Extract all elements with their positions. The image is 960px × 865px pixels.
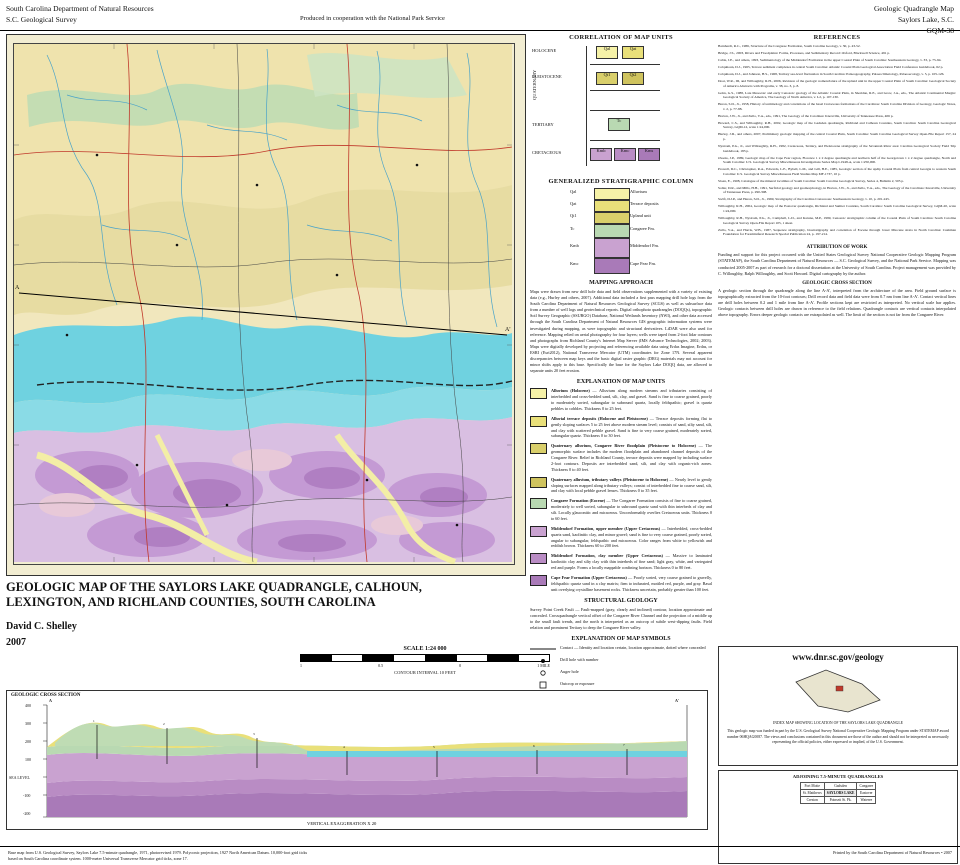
svg-text:200: 200	[25, 739, 31, 744]
unit-desc-kms: Poorly sorted, very coarse grained to gravelly, feldspathic quartz sand in a clay matrix; firm to indurated, mottled red, purple, and gray. Basal unit overlying crystalline basement rocks. Thickness uncertain, probably greater than 100 feet.	[551, 574, 712, 592]
svg-text:1: 1	[93, 719, 95, 723]
svg-text:A: A	[15, 285, 20, 291]
col-label-2: Upland unit	[630, 213, 651, 218]
symbol-item	[530, 669, 712, 677]
unit-name-kmc: Middendorf Formation, clay member (Upper Cretaceous)	[551, 553, 663, 559]
unit-desc-qal: Alluvium along modern streams and tributaries consisting of interbedded and cross-bedded sand, silt, clay, and gravel. Sand is fine to coarse grained, poorly to moderately sorted, subangular to subround quartz, locally feldspathic; gravel is quartz pebbles to cobbles. Thickness 0 to 25 feet.	[551, 388, 712, 411]
reference-entry: Cable, J.E., and others, 1993, Sedimentology of the Middendorf Formation in the upper Coastal Plain of South Carolina: Southeastern Geology, v. 33, p. 75-94.	[718, 58, 942, 62]
series-block	[874, 3, 954, 36]
reference-entry: Zullo, V.A., and Harris, W.B., 1987, Sequence stratigraphy, biostratigraphy and correlation of Eocene through lower Miocene strata in North Carolina: Cushman Foundation for Foraminiferal Research Special Publication 24, p. 197-214.	[718, 227, 956, 237]
explanation-item: Congaree Formation (Eocene) — The Congaree Formation consists of fine to coarse grained, moderately to well sorted, subangular to subround quartz sand with thin interbeds of clay and silt. Locally glauconitic and micaceous. Unconformably overlies Cretaceous units. Thickness 0 to 60 feet.	[530, 498, 712, 522]
base-map-credit: Base map from U.S. Geological Survey, Saylors Lake 7.5-minute quadrangle, 1971, photorevised 1979. Polyconic projection, 1927 North American Datum. 10,000-foot grid ticks based on South Carolina coordinate system. 1000-meter Universal Transverse Mercator grid ticks, zone 17.	[8, 850, 308, 861]
series-line-1: Geologic Quadrangle Map	[874, 4, 954, 13]
series-line-3: GQM-38	[926, 26, 954, 35]
quad-cell: Gadsden	[824, 783, 857, 790]
corr-unit-qt2: Qt2	[622, 72, 644, 85]
reference-entry: Prowell, D.C., Christopher, R.A., Edwards, L.E., Bybell, L.M., and Gill, H.E., 1985, Geologic section of the updip Coastal Plain from central Georgia to western South Carolina: U.S. Geological Survey Miscellaneous Field Studies Map MF-1737, 10 p.	[718, 167, 956, 176]
printer-credit: Printed by the South Carolina Department of Natural Resources • 2007	[833, 850, 952, 855]
unit-swatch-qt1	[530, 443, 547, 454]
svg-text:SEA LEVEL: SEA LEVEL	[9, 775, 30, 780]
sheet-header	[0, 0, 960, 35]
attribution-heading: ATTRIBUTION OF WORK	[806, 245, 868, 251]
corr-age-quaternary: QUATERNARY	[532, 69, 537, 100]
col-code-3: Tc	[570, 226, 575, 231]
svg-text:3: 3	[253, 732, 255, 736]
mapping-approach-text: Maps were drawn from new drill hole data and field observations supplemented with a variety of existing data (e.g., Hurley and others, 2007). Additional data included a first pass mapping drill hole logs from the South Carolina Department of Natural Resources Geological Survey (SCGS) as well as subsurface data from a number of well logs and geotechnical reports. Digital orthophoto quadrangles (DOQQs), topographic Soil Survey Geographic (SSURGO) Database, National Wetlands Inventory (NWI), and other data accessed through the South Carolina Department of Natural Resources GIS geographic information systems were investigated during mapping, as were topographic and structural derivatives. LiDAR were also used for reference. Mapping relied on aerial photography for four layers; wells were taped from 2-foot lidar contours and photographs from Richland County's Internet Map Server (IMS Advance Technologies, 2002; 2003). Maps were digitally developed by projecting and referencing available data using Erdas Imagine, Erdas, or ESRI (Esri2012), National Transverse Mercator (UTM) coordinates for Zone 17N. Several apparent discrepancies between map keys and the basic digital raster graphic (DRG) materials may not account for minor shifts apply to this base. Specifically the base for the Saylors Lake DOQQ data, are allowed to separate units 20 feet erosion.	[530, 289, 712, 374]
unit-swatch-kmc	[530, 553, 547, 564]
author-name: David C. Shelley	[6, 621, 77, 632]
explanation-item: Quaternary alluvium, tributary valleys (Pleistocene to Holocene) — Nearly level to gently sloping surfaces mapped along tributary valleys; consist of interbedded fine to coarse sand, silt, and clay with local pebble gravel lenses. Thickness 0 to 35 feet.	[530, 477, 712, 495]
sheet-footer	[0, 846, 960, 865]
symbol-item	[530, 657, 712, 665]
adjoining-quads-heading: ADJOINING 7.5-MINUTE QUADRANGLES	[792, 774, 884, 779]
agency-line-1: South Carolina Department of Natural Resources	[6, 4, 154, 13]
svg-text:2: 2	[163, 722, 165, 726]
cross-section-caption: GEOLOGIC CROSS SECTION	[11, 693, 81, 698]
column-heading: GENERALIZED STRATIGRAPHIC COLUMN	[548, 178, 694, 185]
reference-entry: Colquhoun, D.J., 1965, Terrace sediment complexes in central South Carolina: Atlantic Coastal Plain Geological Association Field Conference Guidebook, 62 p.	[718, 65, 944, 69]
quad-cell: Creston	[800, 797, 824, 804]
corr-age-holocene: HOLOCENE	[532, 48, 557, 53]
reference-entry: Willoughby, R.H., 2004, Geologic map of the Eastover quadrangle, Richland and Sumter Counties, South Carolina: South Carolina Geological Survey, GQM-20, scale 1:24,000.	[718, 204, 956, 214]
explanation-item: Middendorf Formation, clay member (Upper Cretaceous) — Massive to laminated kaolinitic clay and silty clay with thin interbeds of fine sand; light gray, white, and variegated red and purple. Forms a locally mappable confining horizon. Thickness 0 to 80 feet.	[530, 553, 712, 571]
svg-text:5: 5	[433, 745, 435, 749]
symbol-label-auger: Auger hole	[560, 668, 579, 674]
unit-desc-qt2: Nearly level to gently sloping surfaces mapped along tributary valleys; consist of interbedded fine to coarse sand, silt, and clay with local pebble gravel lenses. Thickness 0 to 35 feet.	[551, 476, 712, 494]
unit-name-tc: Congaree Formation (Eocene)	[551, 498, 606, 504]
svg-text:6: 6	[533, 744, 535, 748]
explanation-item: Cape Fear Formation (Upper Cretaceous) — Poorly sorted, very coarse grained to gravelly, feldspathic quartz sand in a clay matrix; firm to indurated, mottled red, purple, and gray. Basal unit overlying crystalline basement rocks. Thickness uncertain, probably greater than 100 feet.	[530, 575, 712, 593]
quad-cell: St. Matthews	[800, 790, 824, 797]
svg-text:100: 100	[25, 757, 31, 762]
table-row	[800, 790, 875, 797]
unit-name-qal: Alluvium (Holocene)	[551, 388, 590, 394]
agency-line-2: S.C. Geological Survey	[6, 15, 77, 24]
quad-cell: Congaree	[857, 783, 876, 790]
correlation-heading: CORRELATION OF MAP UNITS	[569, 34, 673, 41]
contour-interval-note: CONTOUR INTERVAL 10 FEET	[394, 670, 456, 675]
state-index-map	[792, 666, 884, 714]
unit-swatch-qt2	[530, 477, 547, 488]
quad-cell: Poinsett St. Pk.	[824, 797, 857, 804]
structural-geology-text: Survey Point Creek Fault — Fault-mapped (gray, clearly and inclined) contour, location approximate and concealed. Crossquadrangle vertical offset of the Congaree River Channel and the projection of a middle up to the small fault trends, and the north is interpreted as an outcrop of subtle west-dipping faults. Field relation and prominent Tertiary to deep the Congaree River valley.	[530, 606, 712, 630]
reference-entry: Doar, W.R., III, and Willoughby, R.H., 2006, Revision of the geologic nomenclature of the upland unit in the upper Coastal Plain of South Carolina: Geological Society of America Abstracts with Programs, v. 38, no. 3, p. 8.	[718, 79, 956, 88]
scale-bar	[300, 654, 550, 662]
agency-block	[6, 3, 154, 25]
unit-swatch-kms	[530, 575, 547, 586]
corr-unit-kms: Kms	[638, 148, 660, 161]
quad-cell: Wateree	[857, 797, 876, 804]
reference-entry: Heron, S.D., Jr., 1958, History of terminology and correlations of the basal Cretaceous formations of the Carolinas: South Carolina Division of Geology, Geologic Notes, v. 2, p. 77-88.	[718, 102, 956, 111]
table-row	[800, 797, 875, 804]
unit-name-kms: Cape Fear Formation (Upper Cretaceous)	[551, 574, 627, 580]
outcrop-icon	[530, 681, 556, 689]
explanation-item: Alluvium (Holocene) — Alluvium along modern streams and tributaries consisting of interbedded and cross-bedded sand, silt, clay, and gravel. Sand is fine to coarse grained, poorly to moderately sorted, subangular to subround quartz, locally feldspathic; gravel is quartz pebbles to cobbles. Thickness 0 to 25 feet.	[530, 388, 712, 412]
quad-cell: Eastover	[857, 790, 876, 797]
symbols-heading: EXPLANATION OF MAP SYMBOLS	[571, 635, 671, 642]
explanation-item: Alluvial terrace deposits (Holocene and Pleistocene) — Terrace deposits forming flat to gently sloping surfaces 5 to 25 feet above modern stream level; consists of sand, silty sand, silt, and clay with scattered pebble gravel. Sand is fine to very coarse grained, moderately sorted, subangular quartz. Thickness 0 to 30 feet.	[530, 416, 712, 440]
corr-age-pleistocene: PLEISTOCENE	[532, 74, 562, 79]
dnr-website-link[interactable]: www.dnr.sc.gov/geology	[792, 652, 884, 662]
reference-entry: Barnhardt, R.C., 1986, Structure of the Congaree Formation, South Carolina Geology, v. 30, p. 43-52.	[718, 44, 861, 48]
unit-desc-tc: The Congaree Formation consists of fine to coarse grained, moderately to well sorted, subangular to subround quartz sand with thin interbeds of clay and silt. Locally glauconitic and micaceous. Unconformably overlies Cretaceous units. Thickness 0 to 60 feet.	[551, 498, 712, 521]
reference-entry: Bridge, J.S., 2003, Rivers and Floodplains: Forms, Processes, and Sedimentary Record: Oxford, Blackwell Science, 491 p.	[718, 51, 890, 55]
unit-name-kmb: Middendorf Formation, upper member (Upper Cretaceous)	[551, 525, 660, 531]
symbol-item	[530, 645, 712, 653]
corr-age-tertiary: TERTIARY	[532, 122, 554, 127]
corr-age-cretaceous: CRETACEOUS	[532, 150, 562, 155]
reference-entry: Nystrom, P.G., Jr., and Willoughby, R.H., 1982, Cretaceous, Tertiary, and Pleistocene stratigraphy of the Savannah River area: Carolina Geological Society Field Trip Guidebook, 183 p.	[718, 144, 956, 153]
corr-unit-qat: Qat	[622, 46, 644, 59]
references-list	[718, 44, 956, 239]
series-line-2: Saylors Lake, S.C.	[897, 15, 954, 24]
symbol-item	[530, 681, 712, 689]
col-code-0: Qal	[570, 189, 577, 194]
quad-cell: Fort Motte	[800, 783, 824, 790]
explanation-list	[530, 388, 712, 592]
scale-bar-group	[300, 646, 550, 675]
unit-desc-qat: Terrace deposits forming flat to gently sloping surfaces 5 to 25 feet above modern stream level; consists of sand, silty sand, silt, and clay with scattered pebble gravel. Sand is fine to very coarse grained, moderately sorted, subangular quartz. Thickness 0 to 30 feet.	[551, 415, 712, 439]
reference-entry: Owens, J.P., 1989, Geologic map of the Cape Fear region, Florence 1 x 2 degree quadrangle and northern half of the Georgetown 1 x 2 degree quadrangle, North and South Carolina: U.S. Geological Survey Miscellaneous Investigations Series Map I-1948-A, scale 1:250,000.	[718, 155, 956, 165]
svg-text:-100: -100	[23, 793, 31, 798]
geologic-map-panel[interactable]	[6, 34, 526, 576]
reference-entry: Hurley, J.D., and others, 2007, Preliminary geologic mapping of the central Coastal Plain, South Carolina: South Carolina Geological Survey Open-File Report 157, 24 p.	[718, 132, 956, 142]
corr-unit-tc: Tc	[608, 118, 630, 131]
unit-name-qat: Alluvial terrace deposits (Holocene and Pleistocene)	[551, 415, 648, 421]
reference-entry: Colquhoun, D.J., and Johnson, H.S., 1968, Tertiary sea-level fluctuation in South Carolina: Palaeogeography, Palaeoclimatology, Palaeoecology, v. 5, p. 105-126.	[718, 72, 945, 76]
reference-entry: Willoughby, R.H., Nystrom, P.G., Jr., Campbell, L.D., and Katuna, M.P., 1999, Cenozoic stratigraphic column of the Coastal Plain of South Carolina: South Carolina Geological Survey Open-File Report 105, 1 sheet.	[718, 216, 956, 225]
reference-entry: Horton, J.W., Jr., and Zullo, V.A., eds., 1991, The Geology of the Carolinas: Knoxville, University of Tennessee Press, 406 p.	[718, 113, 894, 118]
col-label-4: Middendorf Fm.	[630, 243, 660, 248]
svg-text:A: A	[49, 698, 52, 703]
svg-text:7: 7	[623, 743, 625, 747]
corr-unit-qal: Qal	[596, 46, 618, 59]
reference-entry: Swift, D.J.P., and Heron, S.D., Jr., 1969, Stratigraphy of the Carolina Cretaceous: Southeastern Geology, v. 10, p. 201-245.	[718, 197, 890, 202]
unit-swatch-qat	[530, 416, 547, 427]
symbol-label-contact: Contact — Identity and location certain, location approximate, dotted where concealed	[560, 644, 706, 650]
scale-text: SCALE 1:24 000	[403, 646, 447, 652]
map-neatline	[13, 43, 515, 565]
corr-unit-kmc: Kmc	[614, 148, 636, 161]
unit-swatch-kmb	[530, 526, 547, 537]
scale-tick: 0.5	[378, 663, 384, 668]
svg-text:300: 300	[25, 721, 31, 726]
quad-cell-current: SAYLORS LAKE	[824, 790, 857, 797]
unit-desc-qt1: The geomorphic surface includes the modern floodplain and abandoned channel deposits of the Congaree River. Relief in Richland County, terrace deposits were mapped by including surface 2-foot contours. Deposits are interbedded sand, silt, and clay with organic-rich zones. Thickness 0 to 40 feet.	[551, 443, 712, 472]
explanation-heading: EXPLANATION OF MAP UNITS	[576, 379, 666, 386]
scale-tick: 1 MILE	[537, 663, 550, 668]
symbol-label-drillhole: Drill hole with number	[560, 656, 599, 662]
unit-swatch-qal	[530, 388, 547, 399]
explanation-item: Middendorf Formation, upper member (Upper Cretaceous) — Interbedded, cross-bedded quartz sand, kaolinitic clay, and minor gravel; sand is fine to very coarse grained, poorly sorted, angular to subangular, feldspathic and micaceous. Color ranges from white to yellowish and reddish brown. Thickness 60 to 200 feet.	[530, 526, 712, 550]
svg-text:-200: -200	[23, 811, 31, 816]
symbol-label-outcrop: Outcrop or exposure	[560, 680, 595, 686]
page-title: GEOLOGIC MAP OF THE SAYLORS LAKE QUADRANGLE, CALHOUN, LEXINGTON, AND RICHLAND COUNTIES, SOUTH CAROLINA	[6, 580, 422, 609]
unit-name-qt1: Quaternary alluvium, Congaree River floodplain (Pleistocene to Holocene)	[551, 443, 696, 449]
col-label-0: Alluvium	[630, 189, 647, 194]
stratigraphic-column	[530, 188, 712, 274]
scale-tick: 0	[459, 663, 462, 668]
table-row	[800, 783, 875, 790]
explanation-item: Quaternary alluvium, Congaree River floodplain (Pleistocene to Holocene) — The geomorphic surface includes the modern floodplain and abandoned channel deposits of the Congaree River. Relief in Richland County, terrace deposits were mapped by including surface 2-foot contours. Deposits are interbedded sand, silt, and clay with organic-rich zones. Thickness 0 to 40 feet.	[530, 443, 712, 472]
corr-unit-kmb: Kmb	[590, 148, 612, 161]
structural-geology-heading: STRUCTURAL GEOLOGY	[584, 597, 658, 604]
title-block	[6, 580, 426, 650]
unit-swatch-tc	[530, 498, 547, 509]
col-code-1: Qat	[570, 201, 577, 206]
cross-section-panel	[6, 690, 708, 830]
svg-text:A': A'	[675, 698, 679, 703]
col-label-5: Cape Fear Fm.	[630, 261, 656, 266]
unit-desc-kmc: Massive to laminated kaolinitic clay and silty clay with thin interbeds of fine sand; light gray, white, and variegated red and purple. Forms a locally mappable confining horizon. Thickness 0 to 80 feet.	[551, 553, 712, 571]
svg-text:A': A'	[505, 327, 511, 333]
reference-entry: Soller, D.R., and Mills, H.H., 1991, Surficial geology and geomorphology, in Horton, J.W., Jr., and Zullo, V.A., eds., The Geology of the Carolinas: Knoxville, University of Tennessee Press, p. 290-308.	[718, 185, 956, 195]
unit-desc-kmb: Interbedded, cross-bedded quartz sand, kaolinitic clay, and minor gravel; sand is fine to very coarse grained, poorly sorted, angular to subangular, feldspathic and micaceous. Color ranges from white to yellowish and reddish brown. Thickness 60 to 200 feet.	[551, 525, 712, 549]
unit-name-qt2: Quaternary alluvium, tributary valleys (Pleistocene to Holocene)	[551, 476, 669, 482]
cooperation-note: Produced in cooperation with the National Park Service	[300, 15, 445, 22]
svg-text:400: 400	[25, 703, 31, 708]
reference-entry: Sloan, E., 1908, Catalogue of the mineral localities of South Carolina: South Carolina Geological Survey, Series 4, Bulletin 2, 505 p.	[718, 178, 905, 183]
cross-section-note-text: A geologic section through the quadrangle along the line A-A', interpreted from the architecture of the area. Field ground surface is topographically extracted from the 10-foot contours; Drill record data and field data were from 0.7 nm from line A-A'. Contact vertical lines are drill holes between 0.2 and 1 mile from line A-A'. Profile sections kept are restricted as interpreted. No vertical scale bar applies. Geologic contacts between drill holes are drawn in reference to the field relations. Quadrangle contacts are vertical contacts interpolated above topography. Errors deeper geologic contacts are extrapolated as well. The limit of the section is not far from the Congaree River.	[718, 287, 956, 318]
references-heading: REFERENCES	[813, 34, 861, 41]
col-code-4: Kmb	[570, 243, 579, 248]
reference-entry: Gohn, G.S., 1988, Late Mesozoic and early Cenozoic geology of the Atlantic Coastal Plain, in Sheridan, R.E., and Grow, J.A., eds., The Atlantic Continental Margin: Geological Society of America, The Geology of North America, v. I-2, p. 107-130.	[718, 90, 956, 100]
cross-section-note-heading: GEOLOGIC CROSS SECTION	[802, 280, 872, 286]
col-code-2: Qt1	[570, 213, 577, 218]
vertical-exaggeration-label: VERTICAL EXAGGERATION X 20	[307, 821, 377, 826]
web-box	[718, 646, 958, 766]
right-column	[718, 34, 956, 824]
col-label-1: Terrace deposits	[630, 201, 659, 206]
corr-unit-qt1: Qt1	[596, 72, 618, 85]
index-map-caption: INDEX MAP SHOWING LOCATION OF THE SAYLORS LAKE QUADRANGLE	[772, 721, 903, 725]
publication-year: 2007	[6, 637, 26, 648]
mapping-approach-heading: MAPPING APPROACH	[589, 280, 653, 286]
col-code-5: Kmc	[570, 261, 579, 266]
adjoining-quads-table	[800, 782, 876, 804]
col-label-3: Congaree Fm.	[630, 226, 655, 231]
svg-text:4: 4	[343, 745, 345, 749]
correlation-chart	[530, 44, 712, 172]
reference-entry: Howard, C.S., and Willoughby, R.H., 2002, Geologic map of the Gadsden quadrangle, Richland and Calhoun Counties, South Carolina: South Carolina Geological Survey, GQM-12, scale 1:24,000.	[718, 120, 956, 130]
attribution-text: Funding and support for this project occurred with the United States Geological Survey National Cooperative Geologic Mapping Program (STATEMAP), the South Carolina Department of Natural Resources — S.C. Geological Survey, and the National Park Service. Mapping was conducted 2005-2007 as part of research for a doctoral dissertation at the University of South Carolina. Project management was provided by C. Willoughby, Ralph Willoughby, and Scott Howard. Digital cartography by the author.	[718, 252, 956, 276]
cross-section-graphic	[7, 691, 707, 829]
scale-tick: 1	[300, 663, 302, 668]
scale-tick-labels	[300, 663, 550, 668]
funding-disclaimer: This geologic map was funded in part by the U.S. Geological Survey National Cooperative Geologic Mapping Program under STATEMAP award number 06HQAG0087. The views and conclusions contained in this document are those of the author and should not be interpreted as necessarily representing the official policies, either expressed or implied, of the U.S. Government.	[727, 729, 949, 744]
